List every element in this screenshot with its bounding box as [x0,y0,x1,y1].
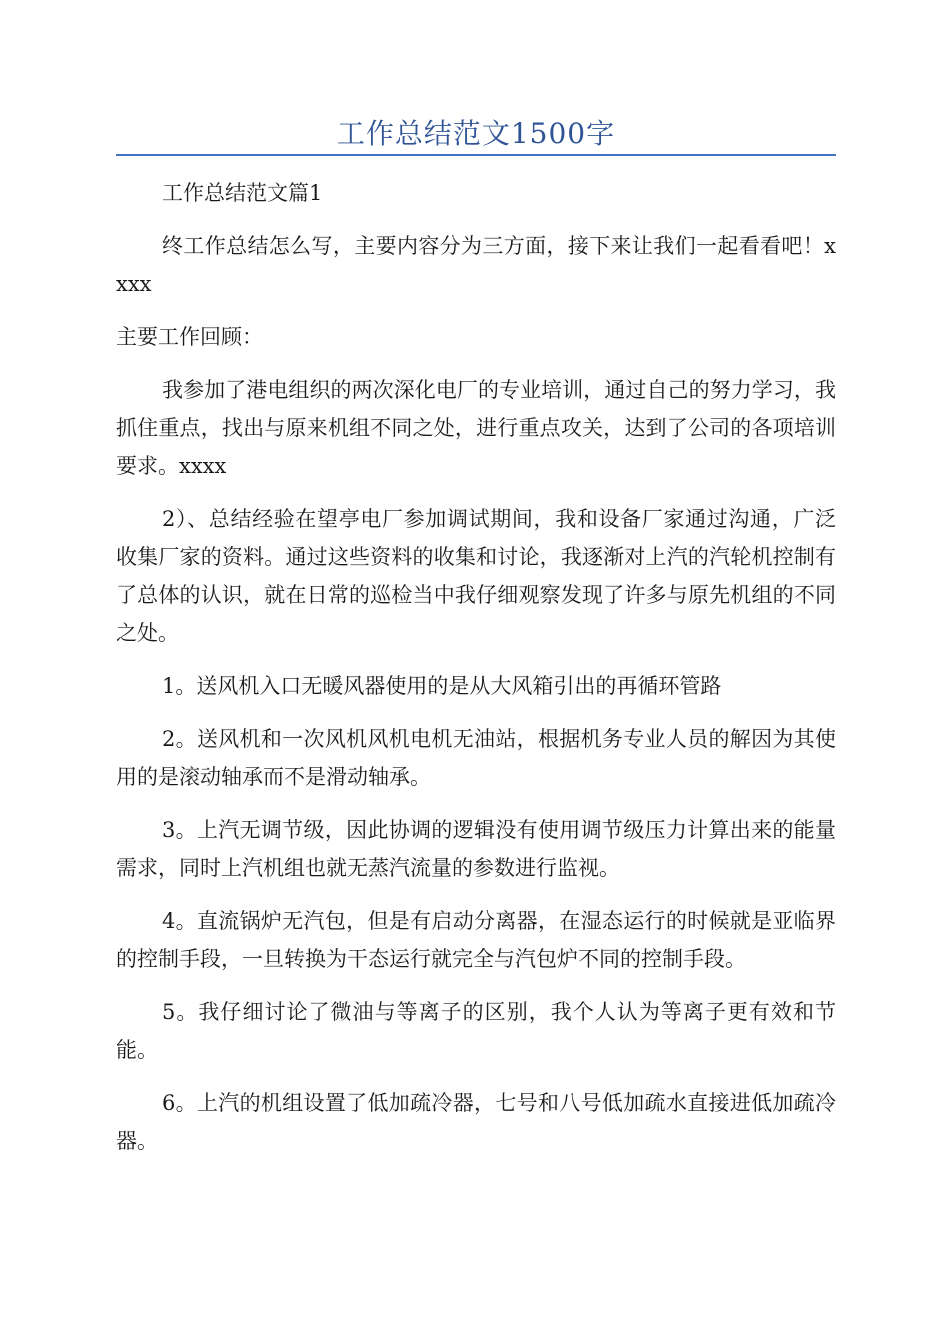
title-underline [116,154,836,156]
paragraph-10: 5。我仔细讨论了微油与等离子的区别，我个人认为等离子更有效和节能。 [116,1000,836,1062]
paragraph-8: 3。上汽无调节级，因此协调的逻辑没有使用调节级压力计算出来的能量需求，同时上汽机组也就无蒸汽流量的参数进行监视。 [116,818,836,880]
paragraph-5: 2）、总结经验在望亭电厂参加调试期间，我和设备厂家通过沟通，广泛收集厂家的资料。通过这些资料的收集和讨论，我逐渐对上汽的汽轮机控制有了总体的认识，就在日常的巡检当中我仔细观察发现了许多与原先机组的不同之处。 [116,507,836,645]
paragraph-6: 1。送风机入口无暖风器使用的是从大风箱引出的再循环管路 [162,674,722,698]
paragraph-2: 终工作总结怎么写，主要内容分为三方面，接下来让我们一起看看吧！xxxx [116,234,836,296]
paragraph-7: 2。送风机和一次风机风机电机无油站，根据机务专业人员的解因为其使用的是滚动轴承而不是滑动轴承。 [116,727,836,789]
paragraph-4: 我参加了港电组织的两次深化电厂的专业培训，通过自己的努力学习，我抓住重点，找出与原来机组不同之处，进行重点攻关，达到了公司的各项培训要求。xxxx [116,378,836,478]
paragraph-3: 主要工作回顾： [116,325,263,349]
document-body [116,174,836,1175]
paragraph-11: 6。上汽的机组设置了低加疏冷器，七号和八号低加疏水直接进低加疏冷器。 [116,1091,836,1153]
paragraph-9: 4。直流锅炉无汽包，但是有启动分离器，在湿态运行的时候就是亚临界的控制手段，一旦转换为干态运行就完全与汽包炉不同的控制手段。 [116,909,836,971]
paragraph-1: 工作总结范文篇1 [162,181,323,205]
page-title: 工作总结范文1500字 [336,117,616,150]
